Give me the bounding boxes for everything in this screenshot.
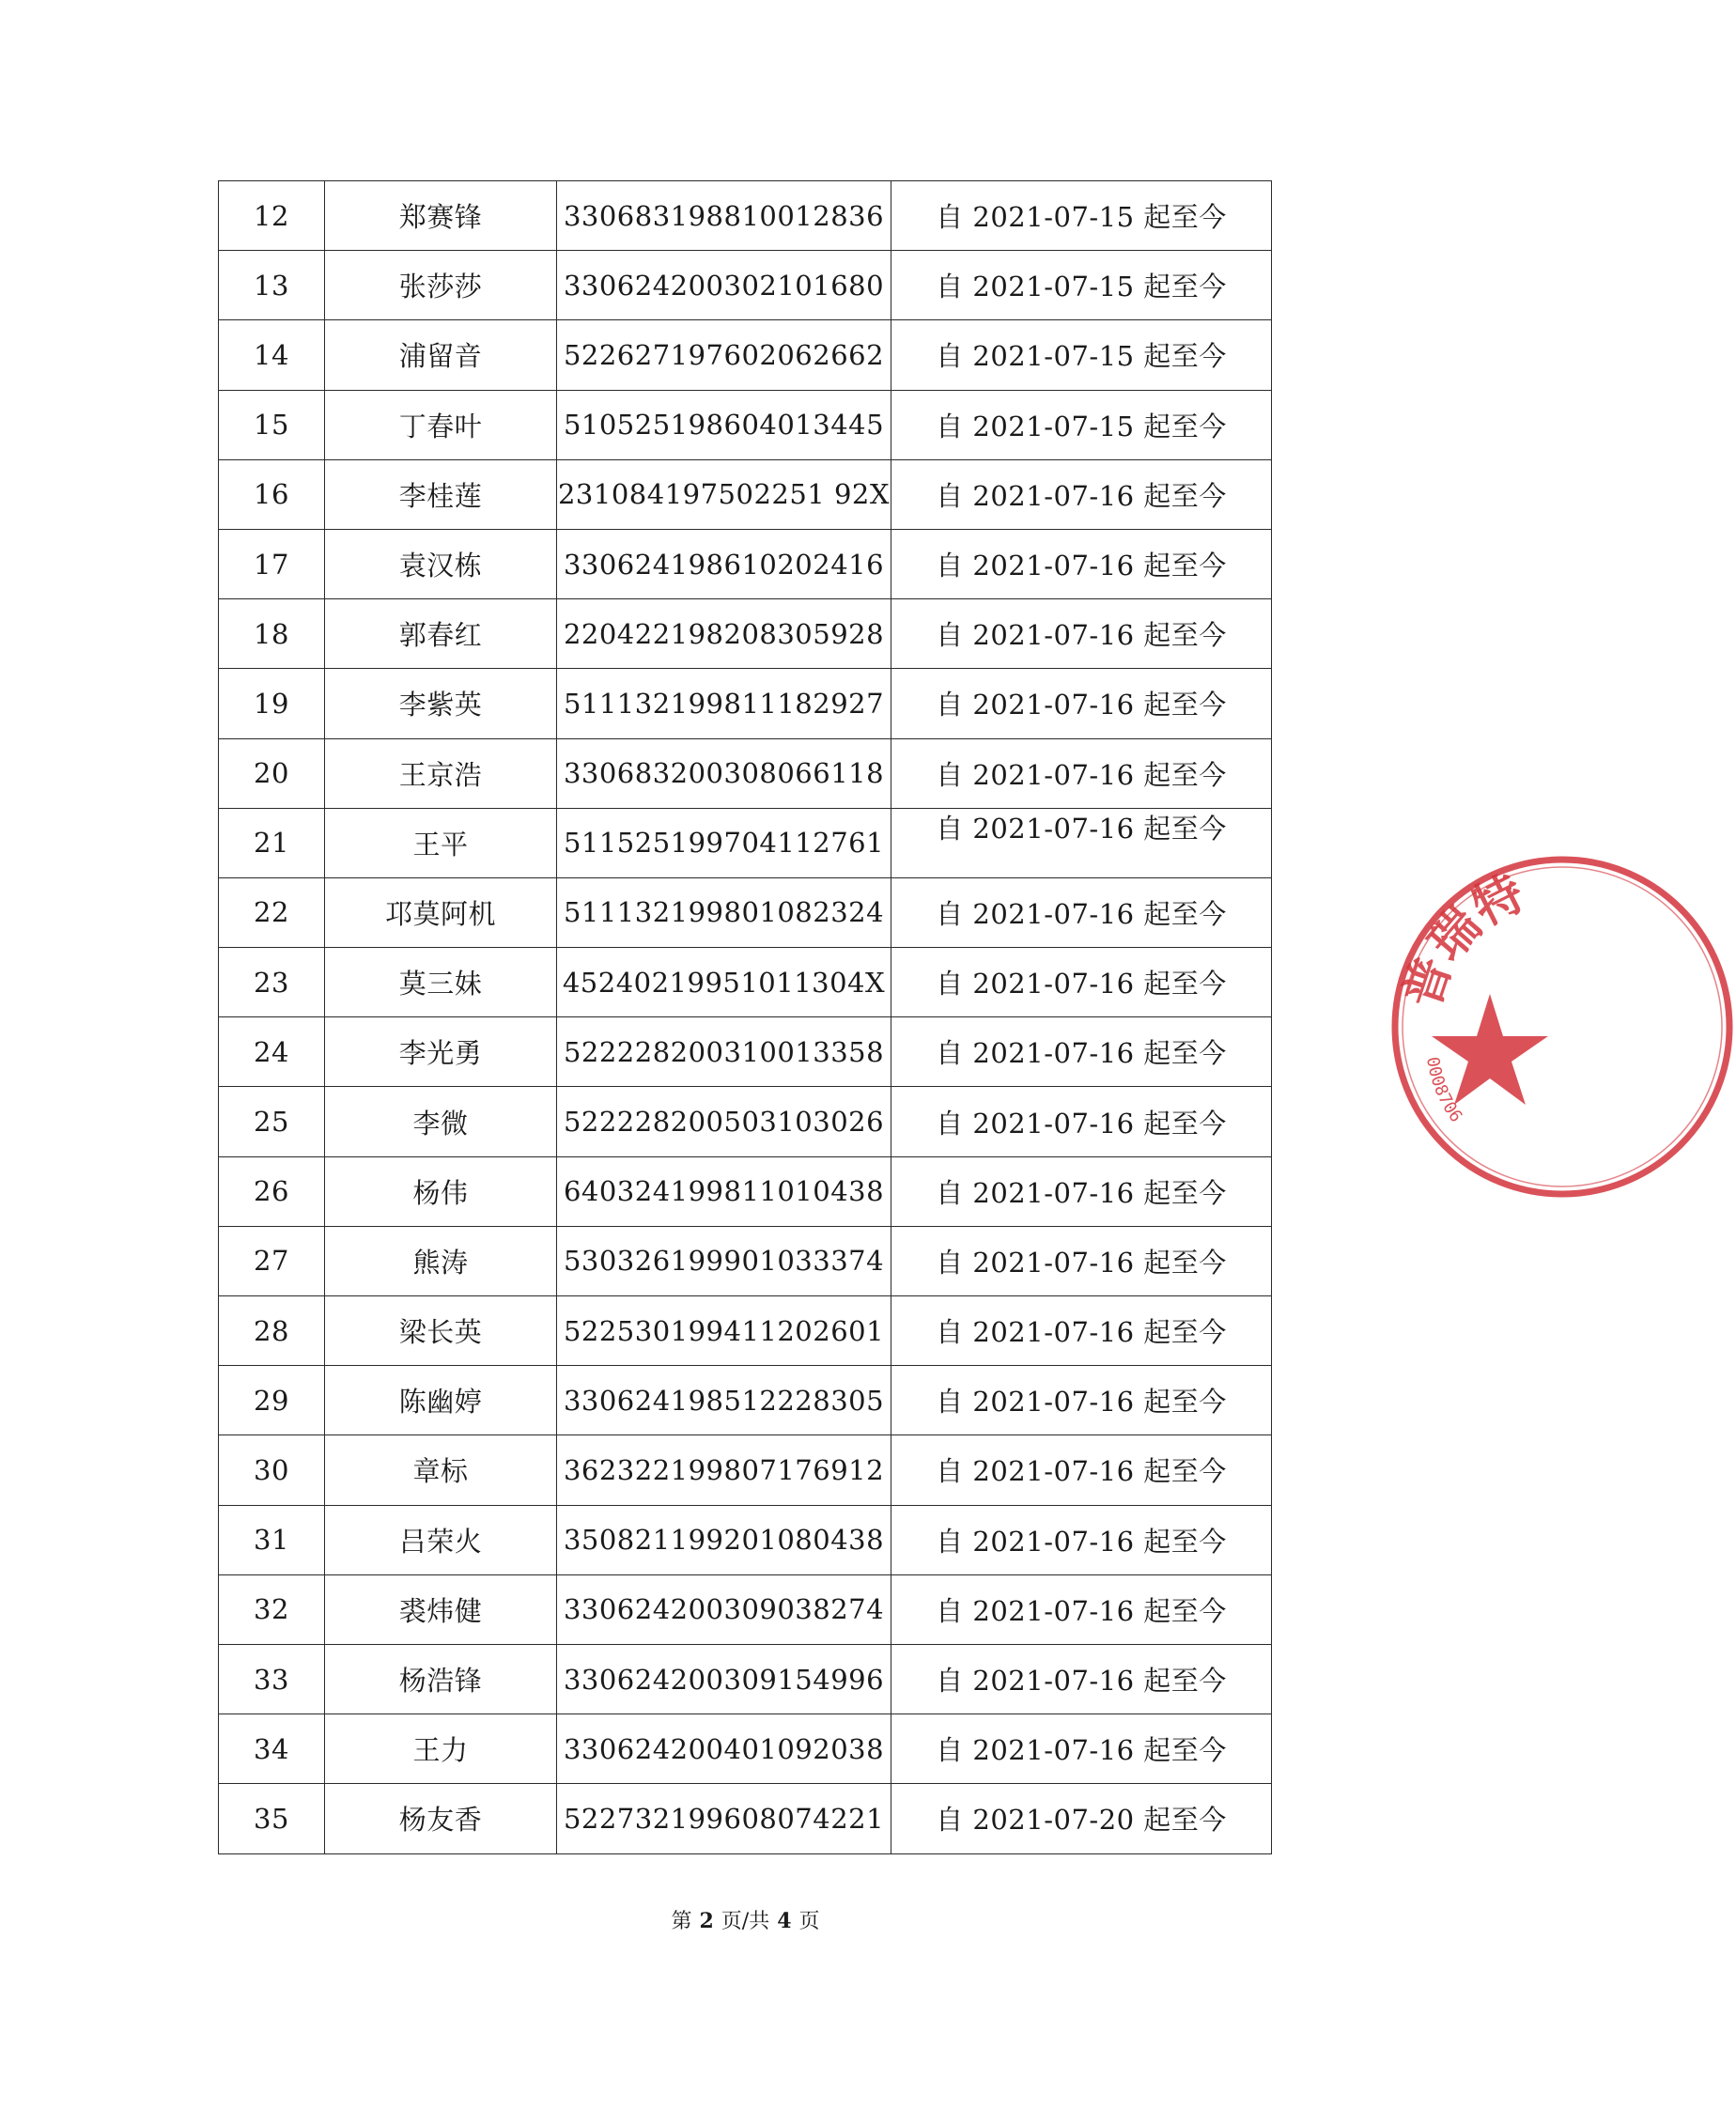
row-number: 26 (219, 1156, 325, 1226)
table-row (219, 1366, 1272, 1435)
table-row (219, 808, 1272, 877)
employment-period: 自 2021-07-20 起至今 (891, 1784, 1272, 1853)
row-number: 16 (219, 459, 325, 529)
person-name: 王平 (325, 808, 557, 877)
row-number: 17 (219, 529, 325, 598)
employment-period: 自 2021-07-16 起至今 (891, 877, 1272, 947)
employment-period: 自 2021-07-16 起至今 (891, 738, 1272, 808)
id-number: 522228200503103026 (557, 1087, 891, 1156)
employment-period: 自 2021-07-16 起至今 (891, 1714, 1272, 1784)
table-row (219, 1714, 1272, 1784)
row-number: 32 (219, 1574, 325, 1644)
employment-period: 自 2021-07-15 起至今 (891, 390, 1272, 459)
id-number: 511132199801082324 (557, 877, 891, 947)
table-row (219, 320, 1272, 390)
person-name: 郭春红 (325, 599, 557, 669)
id-number: 640324199811010438 (557, 1156, 891, 1226)
table-row (219, 1644, 1272, 1714)
seal-text: 普瑞特 (1393, 864, 1534, 1015)
employment-period: 自 2021-07-16 起至今 (891, 1296, 1272, 1366)
id-number: 330624198512228305 (557, 1366, 891, 1435)
id-number: 511525199704112761 (557, 808, 891, 877)
table-row (219, 1017, 1272, 1087)
id-number: 330683198810012836 (557, 181, 891, 251)
row-number: 30 (219, 1435, 325, 1505)
person-name: 袁汉栋 (325, 529, 557, 598)
table-row (219, 1296, 1272, 1366)
total-page-number: 4 (777, 1909, 792, 1933)
employment-period: 自 2021-07-15 起至今 (891, 181, 1272, 251)
table-row (219, 1505, 1272, 1574)
row-number: 35 (219, 1784, 325, 1853)
table-row (219, 599, 1272, 669)
table-row (219, 1226, 1272, 1295)
table-row (219, 390, 1272, 459)
row-number: 24 (219, 1017, 325, 1087)
employment-period: 自 2021-07-16 起至今 (891, 1644, 1272, 1714)
employment-period: 自 2021-07-16 起至今 (891, 1156, 1272, 1226)
svg-text:普瑞特 (1394, 865, 1533, 1015)
row-number: 29 (219, 1366, 325, 1435)
employment-period: 自 2021-07-16 起至今 (891, 1017, 1272, 1087)
person-name: 李桂莲 (325, 459, 557, 529)
table-row (219, 529, 1272, 598)
id-number: 231084197502251 92X (557, 459, 891, 529)
id-number: 530326199901033374 (557, 1226, 891, 1295)
row-number: 33 (219, 1644, 325, 1714)
table-row (219, 1156, 1272, 1226)
person-name: 王京浩 (325, 738, 557, 808)
id-number: 330624198610202416 (557, 529, 891, 598)
person-name: 李微 (325, 1087, 557, 1156)
person-name: 邛莫阿机 (325, 877, 557, 947)
table-row (219, 1435, 1272, 1505)
table-row (219, 251, 1272, 320)
table-row (219, 738, 1272, 808)
row-number: 19 (219, 669, 325, 738)
table-row (219, 1574, 1272, 1644)
row-number: 14 (219, 320, 325, 390)
personnel-table-body (219, 181, 1272, 1854)
row-number: 27 (219, 1226, 325, 1295)
personnel-table (218, 180, 1272, 1854)
table-row (219, 877, 1272, 947)
id-number: 330624200309154996 (557, 1644, 891, 1714)
seal-stamp-icon (1388, 853, 1736, 1201)
footer-suffix: 页 (798, 1910, 820, 1933)
id-number: 511132199811182927 (557, 669, 891, 738)
employment-period: 自 2021-07-16 起至今 (891, 1226, 1272, 1295)
employment-period: 自 2021-07-16 起至今 (891, 1087, 1272, 1156)
row-number: 12 (219, 181, 325, 251)
id-number: 45240219951011304X (557, 948, 891, 1017)
table-row (219, 181, 1272, 251)
id-number: 220422198208305928 (557, 599, 891, 669)
row-number: 22 (219, 877, 325, 947)
person-name: 李光勇 (325, 1017, 557, 1087)
person-name: 杨浩锋 (325, 1644, 557, 1714)
id-number: 330683200308066118 (557, 738, 891, 808)
employment-period: 自 2021-07-16 起至今 (891, 1505, 1272, 1574)
id-number: 522627197602062662 (557, 320, 891, 390)
row-number: 31 (219, 1505, 325, 1574)
employment-period: 自 2021-07-15 起至今 (891, 320, 1272, 390)
employment-period: 自 2021-07-16 起至今 (891, 1366, 1272, 1435)
person-name: 莫三妹 (325, 948, 557, 1017)
row-number: 34 (219, 1714, 325, 1784)
person-name: 杨伟 (325, 1156, 557, 1226)
id-number: 510525198604013445 (557, 390, 891, 459)
row-number: 15 (219, 390, 325, 459)
person-name: 王力 (325, 1714, 557, 1784)
id-number: 330624200401092038 (557, 1714, 891, 1784)
person-name: 李紫英 (325, 669, 557, 738)
row-number: 25 (219, 1087, 325, 1156)
employment-period: 自 2021-07-16 起至今 (891, 599, 1272, 669)
row-number: 23 (219, 948, 325, 1017)
person-name: 吕荣火 (325, 1505, 557, 1574)
table-row (219, 948, 1272, 1017)
id-number: 522228200310013358 (557, 1017, 891, 1087)
id-number: 330624200309038274 (557, 1574, 891, 1644)
employment-period: 自 2021-07-15 起至今 (891, 251, 1272, 320)
employment-period: 自 2021-07-16 起至今 (891, 529, 1272, 598)
employment-period: 自 2021-07-16 起至今 (891, 669, 1272, 738)
footer-prefix: 第 (671, 1910, 692, 1933)
table-row (219, 459, 1272, 529)
row-number: 13 (219, 251, 325, 320)
person-name: 熊涛 (325, 1226, 557, 1295)
page-footer (0, 1905, 1491, 1934)
person-name: 杨友香 (325, 1784, 557, 1853)
employment-period: 自 2021-07-16 起至今 (891, 948, 1272, 1017)
employment-period: 自 2021-07-16 起至今 (891, 808, 1272, 877)
person-name: 裘炜健 (325, 1574, 557, 1644)
person-name: 张莎莎 (325, 251, 557, 320)
row-number: 21 (219, 808, 325, 877)
id-number: 362322199807176912 (557, 1435, 891, 1505)
table-row (219, 1087, 1272, 1156)
id-number: 350821199201080438 (557, 1505, 891, 1574)
row-number: 28 (219, 1296, 325, 1366)
person-name: 章标 (325, 1435, 557, 1505)
person-name: 郑赛锋 (325, 181, 557, 251)
person-name: 陈幽婷 (325, 1366, 557, 1435)
person-name: 梁长英 (325, 1296, 557, 1366)
company-seal (1388, 853, 1534, 1201)
person-name: 浦留音 (325, 320, 557, 390)
footer-middle: 页/共 (721, 1910, 770, 1933)
person-name: 丁春叶 (325, 390, 557, 459)
row-number: 18 (219, 599, 325, 669)
id-number: 522732199608074221 (557, 1784, 891, 1853)
seal-number: 0008706 (1422, 1055, 1466, 1126)
employment-period: 自 2021-07-16 起至今 (891, 459, 1272, 529)
employment-period: 自 2021-07-16 起至今 (891, 1435, 1272, 1505)
table-row (219, 1784, 1272, 1853)
id-number: 522530199411202601 (557, 1296, 891, 1366)
table-row (219, 669, 1272, 738)
current-page-number: 2 (699, 1909, 714, 1933)
employment-period: 自 2021-07-16 起至今 (891, 1574, 1272, 1644)
row-number: 20 (219, 738, 325, 808)
id-number: 330624200302101680 (557, 251, 891, 320)
